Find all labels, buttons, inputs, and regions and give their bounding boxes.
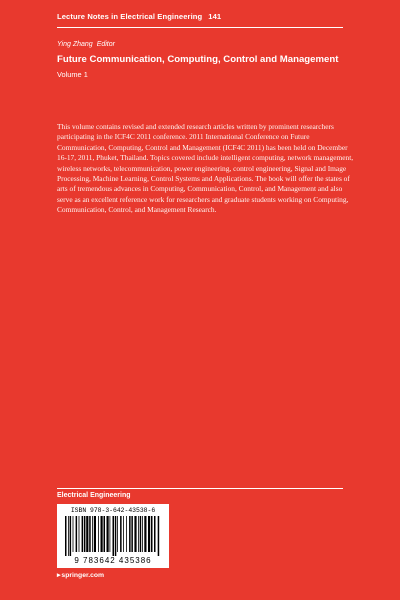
barcode-bar — [98, 516, 99, 552]
website-label: springer.com — [61, 572, 105, 579]
editor-role: Editor — [96, 41, 115, 48]
barcode-bar — [134, 516, 136, 552]
barcode-bar — [129, 516, 131, 552]
barcode-bar — [68, 516, 69, 556]
volume-label: Volume 1 — [57, 70, 88, 79]
barcode-bar — [138, 516, 139, 552]
book-title: Future Communication, Computing, Control and Management — [57, 54, 339, 65]
barcode-bar — [144, 516, 146, 552]
barcode-bar — [148, 516, 150, 552]
barcode-bar — [117, 516, 118, 552]
barcode-bar — [107, 516, 109, 552]
barcode — [57, 504, 169, 568]
barcode-bar — [110, 516, 111, 552]
barcode-bars — [63, 516, 163, 556]
barcode-digits: 9 783642 435386 — [74, 556, 152, 565]
barcode-bar — [79, 516, 80, 552]
barcode-bar — [115, 516, 117, 556]
series-name: Lecture Notes in Electrical Engineering — [57, 12, 203, 21]
barcode-bar — [92, 516, 93, 552]
barcode-bar — [86, 516, 88, 552]
barcode-bar — [84, 516, 86, 552]
website-link[interactable] — [57, 571, 104, 579]
top-rule — [57, 27, 343, 28]
isbn-label: ISBN 978-3-642-43538-6 — [70, 507, 156, 514]
barcode-bar — [101, 516, 103, 552]
barcode-bar — [140, 516, 142, 552]
barcode-bar — [89, 516, 91, 552]
barcode-bar — [104, 516, 106, 552]
series-number: 141 — [208, 12, 222, 21]
barcode-bar — [123, 516, 124, 552]
barcode-bar — [151, 516, 153, 552]
bottom-rule — [57, 488, 343, 489]
book-description: This volume contains revised and extended research articles written by prominent researchers participating in the ICF4C 2011 conference. 2011 International Conference on Future Communication, Computing, Control and Management (ICF4C 2011) has been held on December 16-17, 2011, Phuket, Thailand. Topics covered include intelligent computing, network management, wireless networks, telecommunication, power engineering, control engineering, Signal and Image Processing, Machine Learning, Control Systems and Applications. The book will offer the states of arts of tremendous advances in Computing, Communication, Control, and Management and also serve as an excellent reference work for researchers and graduate students working on Computing, Communication, Control, and Management Research. — [57, 122, 354, 215]
editor-line — [57, 41, 115, 48]
barcode-bar — [113, 516, 115, 556]
play-arrow-icon: ▸ — [57, 572, 61, 579]
barcode-bar — [82, 516, 84, 552]
barcode-bar — [131, 516, 133, 552]
barcode-bar — [120, 516, 122, 552]
barcode-bar — [73, 516, 74, 552]
barcode-bar — [154, 516, 156, 552]
barcode-bar — [126, 516, 127, 552]
editor-name: Ying Zhang — [57, 41, 93, 48]
barcode-bar — [94, 516, 96, 552]
barcode-bar — [76, 516, 78, 552]
barcode-bar — [70, 516, 72, 556]
barcode-bar — [65, 516, 67, 556]
subject-label: Electrical Engineering — [57, 492, 131, 499]
series-line — [57, 12, 221, 21]
barcode-bar — [158, 516, 160, 556]
barcode-bar — [142, 516, 143, 552]
